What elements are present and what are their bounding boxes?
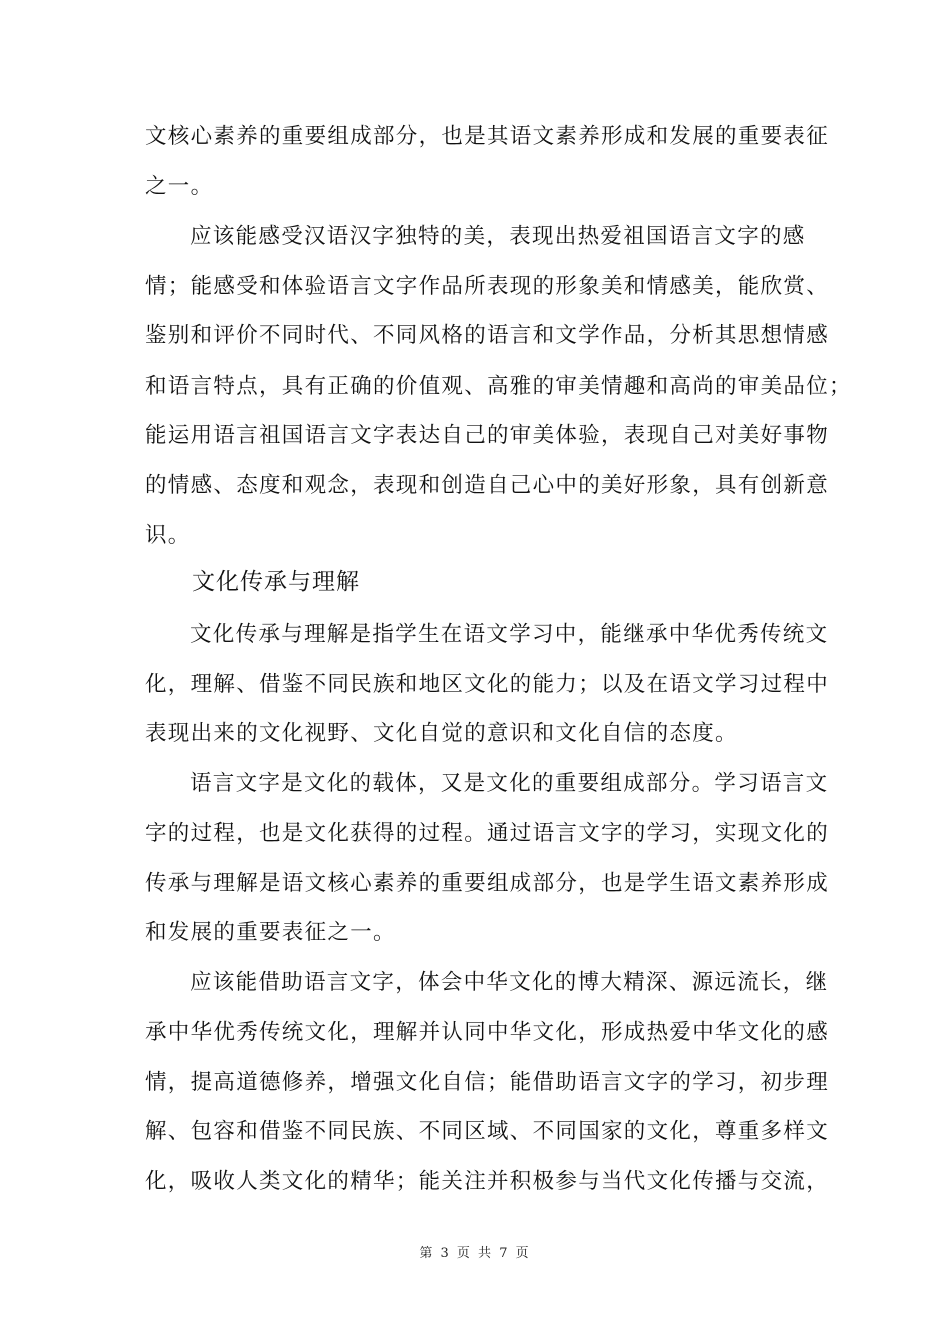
page-footer: 第 3 页 共 7 页 (419, 1246, 531, 1261)
paragraph-line: 化，理解、借鉴不同民族和地区文化的能力；以及在语文学习过程中 (145, 672, 830, 697)
paragraph-line: 应该能感受汉语汉字独特的美，表现出热爱祖国语言文字的感 (190, 224, 806, 249)
paragraph-line: 传承与理解是语文核心素养的重要组成部分，也是学生语文素养形成 (145, 871, 830, 896)
paragraph-line: 语言文字是文化的载体，又是文化的重要组成部分。学习语言文 (190, 771, 829, 796)
paragraph-line: 和发展的重要表征之一。 (145, 920, 396, 945)
paragraph-line: 文核心素养的重要组成部分，也是其语文素养形成和发展的重要表征 (145, 124, 830, 149)
paragraph-line: 情；能感受和体验语言文字作品所表现的形象美和情感美，能欣赏、 (145, 274, 830, 299)
paragraph-line: 和语言特点，具有正确的价值观、高雅的审美情趣和高尚的审美品位； (145, 374, 852, 399)
paragraph-line: 承中华优秀传统文化，理解并认同中华文化，形成热爱中华文化的感 (145, 1020, 830, 1045)
paragraph-line: 鉴别和评价不同时代、不同风格的语言和文学作品，分析其思想情感 (145, 323, 830, 348)
paragraph-line: 的情感、态度和观念，表现和创造自己心中的美好形象，具有创新意 (145, 473, 830, 498)
paragraph-line: 化，吸收人类文化的精华；能关注并积极参与当代文化传播与交流， (145, 1169, 830, 1194)
section-heading: 文化传承与理解 (192, 569, 360, 595)
paragraph-line: 文化传承与理解是指学生在语文学习中，能继承中华优秀传统文 (190, 622, 829, 647)
paragraph-line: 解、包容和借鉴不同民族、不同区域、不同国家的文化，尊重多样文 (145, 1119, 830, 1144)
paragraph-line: 表现出来的文化视野、文化自觉的意识和文化自信的态度。 (145, 721, 738, 746)
paragraph-line: 之一。 (145, 174, 214, 199)
paragraph-line: 情，提高道德修养，增强文化自信；能借助语言文字的学习，初步理 (145, 1070, 830, 1095)
paragraph-line: 字的过程，也是文化获得的过程。通过语言文字的学习，实现文化的 (145, 821, 830, 846)
paragraph-line: 识。 (145, 523, 191, 548)
paragraph-line: 能运用语言祖国语言文字表达自己的审美体验，表现自己对美好事物 (145, 423, 830, 448)
paragraph-line: 应该能借助语言文字，体会中华文化的博大精深、源远流长，继 (190, 970, 829, 995)
